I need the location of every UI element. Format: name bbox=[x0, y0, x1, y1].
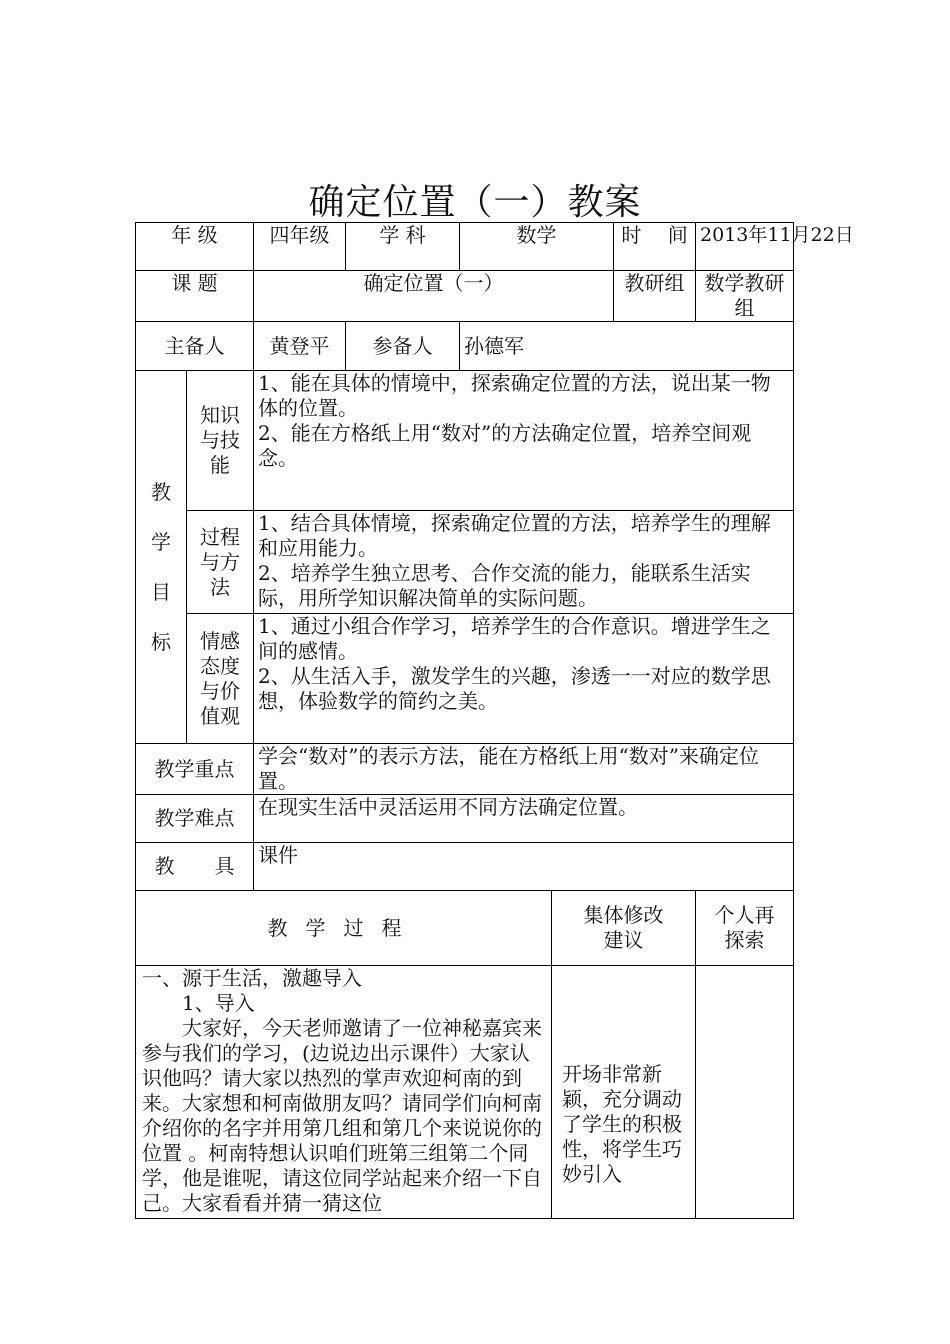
body-text: 大家好，今天老师邀请了一位神秘嘉宾来参与我们的学习，(边说边出示课件）大家认识他吗？请大家以热烈的掌声欢迎柯南的到来。大家想和柯南做朋友吗？请同学们向柯南介绍你的名字并用第几组和第几个来说说你的位置 。柯南特想认识咱们班第三组第二个同学，他是谁呢，请这位同学站起来介绍一下自己。大家看看并猜一猜这位 bbox=[142, 1016, 542, 1215]
topic-value: 确定位置（一） bbox=[254, 271, 614, 322]
suggestion-text: 开场非常新颖，充分调动了学生的积极性，将学生巧妙引入 bbox=[552, 966, 696, 1219]
lesson-plan-table bbox=[135, 222, 854, 1219]
key-point-label: 教学重点 bbox=[136, 744, 254, 795]
section-title: 一、源于生活，激趣导入 bbox=[142, 966, 362, 990]
time-label: 时 间 bbox=[614, 223, 696, 271]
grade-value: 四年级 bbox=[254, 223, 346, 271]
subject-label: 学 科 bbox=[346, 223, 460, 271]
sub-title: 1、导入 bbox=[182, 991, 255, 1015]
subject-value: 数学 bbox=[460, 223, 614, 271]
lead-teacher-value: 黄登平 bbox=[254, 322, 346, 371]
time-value: 2013年11月22日 bbox=[696, 223, 794, 271]
lead-teacher-label: 主备人 bbox=[136, 322, 254, 371]
explore-cell bbox=[696, 966, 794, 1219]
topic-label: 课 题 bbox=[136, 271, 254, 322]
co-teacher-value: 孙德军 bbox=[460, 322, 794, 371]
knowledge-skill-label: 知识 与技 能 bbox=[187, 371, 254, 511]
explore-header: 个人再探索 bbox=[696, 891, 794, 966]
process-method-label: 过程 与方 法 bbox=[187, 511, 254, 614]
objectives-label: 教 学 目 标 bbox=[136, 371, 187, 744]
tools-text: 课件 bbox=[254, 843, 794, 891]
difficulty-text: 在现实生活中灵活运用不同方法确定位置。 bbox=[254, 795, 794, 843]
knowledge-skill-text: 1、能在具体的情境中，探索确定位置的方法，说出某一物体的位置。 2、能在方格纸上用“数对”的方法确定位置，培养空间观念。 bbox=[254, 371, 794, 511]
grade-label: 年 级 bbox=[136, 223, 254, 271]
difficulty-label: 教学难点 bbox=[136, 795, 254, 843]
suggest-header: 集体修改建议 bbox=[552, 891, 696, 966]
research-group-value: 数学教研组 bbox=[696, 271, 794, 322]
emotion-values-label: 情感 态度 与价 值观 bbox=[187, 614, 254, 744]
process-header: 教学过程 bbox=[136, 891, 552, 966]
co-teacher-label: 参备人 bbox=[346, 322, 460, 371]
tools-label: 教 具 bbox=[136, 843, 254, 891]
research-group-label: 教研组 bbox=[614, 271, 696, 322]
page-title: 确定位置（一）教案 bbox=[308, 182, 642, 223]
emotion-values-text: 1、通过小组合作学习，培养学生的合作意识。增进学生之间的感情。 2、从生活入手，激发学生的兴趣，渗透一一对应的数学思想，体验数学的简约之美。 bbox=[254, 614, 794, 744]
key-point-text: 学会“数对”的表示方法，能在方格纸上用“数对”来确定位置。 bbox=[254, 744, 794, 795]
process-method-text: 1、结合具体情境，探索确定位置的方法，培养学生的理解和应用能力。 2、培养学生独立思考、合作交流的能力，能联系生活实际，用所学知识解决简单的实际问题。 bbox=[254, 511, 794, 614]
process-body bbox=[136, 966, 552, 1219]
